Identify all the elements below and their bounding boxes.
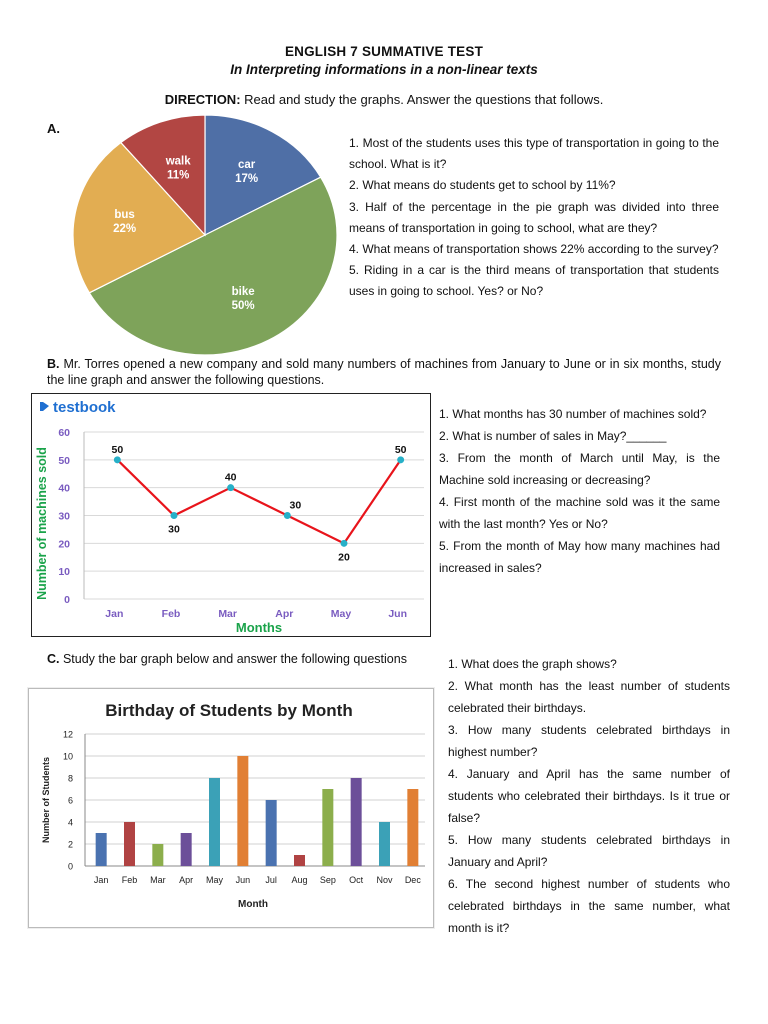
section-a-question: 4. What means of transportation shows 22% according to the survey?: [349, 242, 719, 257]
bar-y-tick: 8: [67, 773, 73, 784]
section-b-question: 4. First month of the machine sold was it the same with the last month? Yes or No?: [439, 495, 720, 531]
section-a-question: 2. What means do students get to school by 11%?: [349, 178, 616, 193]
line-y-tick: 60: [58, 427, 70, 439]
bar-x-tick: Jun: [235, 875, 251, 885]
bar-chart-frame: [28, 688, 434, 928]
line-point-Jun: [397, 456, 404, 463]
bar-y-tick: 6: [67, 795, 73, 806]
section-c-question: 6. The second highest number of students who celebrated birthdays in the same number, what month is it?: [448, 877, 730, 935]
pie-chart: [60, 110, 350, 360]
line-data-label: 40: [224, 471, 237, 484]
bar-x-tick: Feb: [121, 875, 138, 885]
bar-y-tick: 4: [67, 817, 73, 828]
line-data-labels: [111, 444, 406, 563]
bar-y-tick: 0: [67, 861, 73, 872]
direction-text: Read and study the graphs. Answer the questions that follows.: [240, 92, 604, 107]
line-x-tick: Mar: [218, 608, 238, 620]
section-a-question: 1. Most of the students uses this type of transportation in going to the school. What is it?: [349, 136, 719, 172]
bar-x-tick: Jul: [265, 875, 277, 885]
line-data-label: 20: [338, 551, 350, 564]
pie-label-percent: 17%: [235, 172, 259, 185]
section-a-label: A.: [47, 121, 60, 136]
bar-y-tick: 12: [62, 729, 73, 740]
line-x-tick: May: [330, 608, 352, 620]
line-x-tick: Jun: [388, 608, 408, 620]
section-b-question: 5. From the month of May how many machines had increased in sales?: [439, 539, 720, 575]
bar-x-tick: Apr: [179, 875, 194, 885]
test-subtitle: In Interpreting informations in a non-linear texts: [230, 62, 538, 77]
bar-Nov: [379, 822, 390, 866]
line-point-Feb: [171, 512, 178, 519]
line-y-tick: 10: [58, 566, 70, 579]
bar-Oct: [351, 778, 362, 866]
bar-y-tick: 2: [67, 839, 73, 850]
section-b-questions: [439, 403, 720, 579]
section-c-intro: [47, 651, 447, 667]
bar-x-tick: Jan: [93, 875, 109, 885]
line-chart: [32, 394, 430, 636]
section-c-question: 1. What does the graph shows?: [448, 657, 617, 671]
line-x-axis-label: Months: [235, 620, 283, 635]
bar-chart: [29, 689, 433, 927]
testbook-brand: testbook: [53, 399, 116, 416]
pie-label-category: bike: [231, 286, 255, 299]
direction-label: DIRECTION:: [164, 92, 241, 107]
section-c-label: C.: [47, 652, 60, 666]
line-chart-frame: [31, 393, 431, 637]
bar-Dec: [407, 789, 418, 866]
line-y-tick: 20: [58, 538, 70, 551]
bar-yticks: [63, 730, 73, 872]
section-b-label: B.: [47, 357, 60, 371]
bar-Jan: [96, 833, 107, 866]
pie-label-category: walk: [165, 155, 191, 168]
bar-Feb: [124, 822, 135, 866]
bar-x-tick: Sep: [319, 875, 336, 885]
line-data-label: 50: [111, 443, 124, 456]
bar-x-tick: Dec: [404, 875, 421, 885]
line-data-label: 30: [168, 523, 180, 536]
section-c-question: 5. How many students celebrated birthdays in January and April?: [448, 833, 730, 869]
line-point-Jan: [114, 456, 121, 463]
line-y-tick: 30: [58, 510, 70, 523]
test-title: ENGLISH 7 SUMMATIVE TEST: [284, 44, 484, 59]
line-point-Apr: [284, 512, 291, 519]
section-a-question: 5. Riding in a car is the third means of transportation that students uses in going to school. Yes? or No?: [349, 263, 719, 299]
testbook-logo-flag: [43, 402, 49, 411]
line-x-tick: Apr: [275, 608, 294, 620]
section-c-intro-text: Study the bar graph below and answer the following questions: [59, 652, 407, 666]
bar-y-axis-label: Number of Students: [41, 756, 51, 844]
bar-Apr: [181, 833, 192, 866]
section-b-intro-text: Mr. Torres opened a new company and sold many numbers of machines from January to June or in six months, study the line graph and answer the following questions.: [47, 357, 721, 387]
section-c-questions: [448, 653, 730, 939]
line-data-label: 30: [289, 499, 302, 512]
line-y-tick: 50: [58, 454, 70, 467]
bar-grid: [85, 734, 425, 866]
line-x-tick: Jan: [105, 608, 124, 620]
line-y-tick: 0: [64, 594, 70, 606]
bar-x-tick: Mar: [150, 875, 166, 885]
bar-May: [209, 778, 220, 866]
line-yticks: [58, 427, 70, 606]
bar-x-tick: Aug: [291, 875, 308, 885]
line-data-label: 50: [394, 443, 407, 456]
pie-label-category: bus: [114, 209, 135, 222]
bar-x-tick: Oct: [349, 875, 364, 885]
pie-label-percent: 11%: [166, 169, 190, 182]
line-point-Mar: [227, 484, 234, 491]
pie-label-category: car: [238, 158, 256, 171]
line-y-tick: 40: [58, 482, 70, 495]
bar-xticks: [94, 875, 421, 885]
line-grid: [84, 432, 424, 599]
bar-Sep: [322, 789, 333, 866]
bar-Aug: [294, 855, 305, 866]
bar-Mar: [152, 844, 163, 866]
bar-y-tick: 10: [62, 751, 73, 762]
line-y-axis-label: Number of machines sold: [35, 447, 49, 600]
section-b-question: 2. What is number of sales in May?______: [439, 429, 667, 443]
bar-Jun: [237, 756, 248, 866]
section-b-intro: [47, 356, 721, 388]
line-point-May: [341, 540, 348, 547]
line-xticks: [105, 608, 407, 620]
section-c-question: 4. January and April has the same number of students who celebrated their birthdays. Is it true or false?: [448, 767, 730, 825]
section-c-question: 2. What month has the least number of students celebrated their birthdays.: [448, 679, 730, 715]
bar-chart-title: Birthday of Students by Month: [105, 701, 353, 720]
section-b-question: 1. What months has 30 number of machines sold?: [439, 407, 707, 421]
section-a-question: 3. Half of the percentage in the pie graph was divided into three means of transportation in going to school, what are they?: [349, 199, 719, 235]
line-series: [117, 460, 400, 543]
bar-x-axis-label: Month: [238, 899, 268, 910]
bar-bars: [96, 756, 419, 866]
bar-x-tick: Nov: [376, 875, 393, 885]
testbook-logo: [40, 399, 116, 416]
section-c-question: 3. How many students celebrated birthdays in highest number?: [448, 723, 730, 759]
line-x-tick: Feb: [161, 608, 181, 620]
bar-Jul: [266, 800, 277, 866]
bar-x-tick: May: [205, 875, 224, 885]
section-a-questions: [349, 133, 719, 303]
testbook-logo-mark: [40, 402, 43, 411]
pie-label-percent: 50%: [231, 300, 255, 313]
section-b-question: 3. From the month of March until May, is the Machine sold increasing or decreasing?: [439, 451, 720, 487]
pie-label-percent: 22%: [113, 223, 137, 236]
direction-line: [0, 92, 768, 107]
